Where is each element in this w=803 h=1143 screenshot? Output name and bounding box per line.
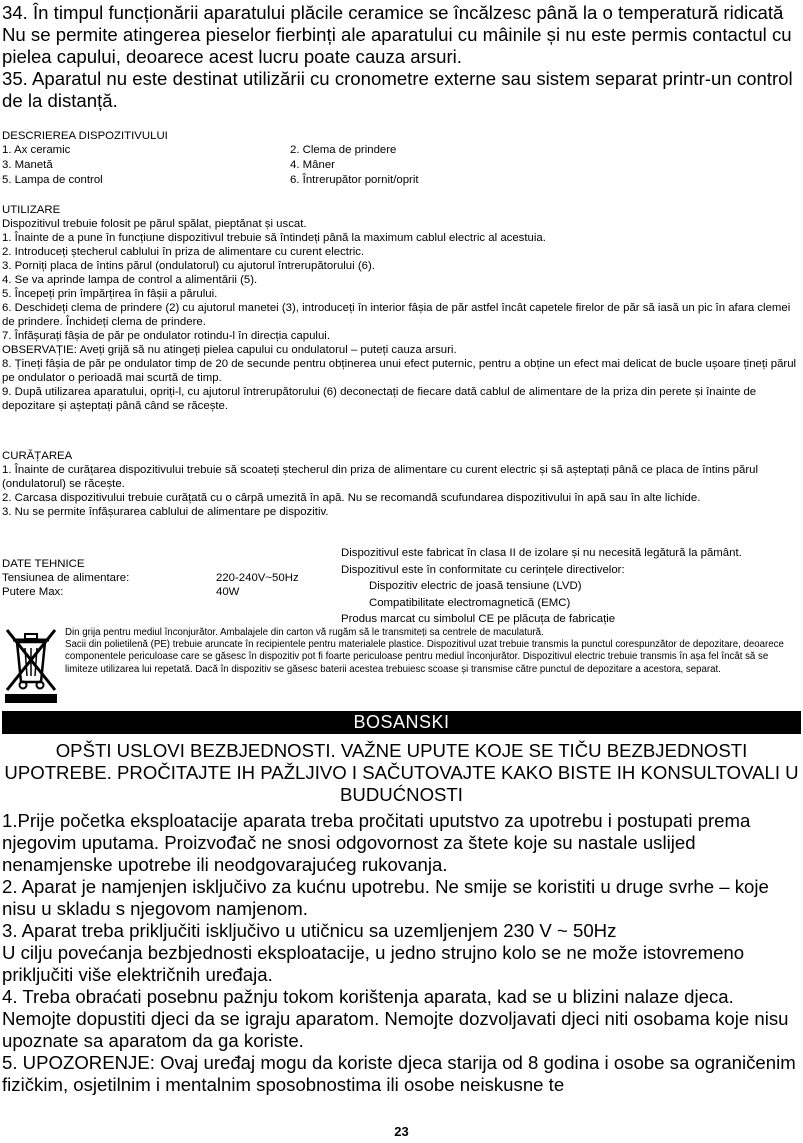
environment-text (65, 627, 800, 676)
tech-value: 40W (216, 586, 240, 598)
bosnian-paragraph: U cilju povećanja bezbjednosti eksploatacije, u jedno strujno kolo se ne može istovremeno priključiti više električnih uređaja. (2, 942, 745, 985)
language-banner: BOSANSKI (2, 711, 801, 734)
usage-line: 5. Începeți prin împărțirea în fâșii a părului. (2, 288, 218, 300)
cleaning-section (2, 449, 802, 519)
conformity-section (341, 545, 801, 628)
environment-line-1: Din grija pentru mediul înconjurător. Ambalajele din carton vă rugăm să le transmiteți sa centrele de maculatură. (65, 627, 544, 638)
tech-label: Tensiunea de alimentare: (2, 572, 130, 584)
usage-section (2, 203, 802, 413)
cleaning-line: 1. Înainte de curățarea dispozitivului trebuie să scoateți ștecherul din priza de alimentare cu curent electric și să așteptați până ce placa de întins părul (ondulatorul) se răcește. (2, 464, 759, 490)
description-item: 6. Întrerupător pornit/oprit (290, 174, 419, 186)
bosnian-paragraph: 3. Aparat treba priključiti isključivo u utičnicu sa uzemljenjem 230 V ~ 50Hz (2, 920, 617, 941)
page-number: 23 (394, 1124, 409, 1139)
weee-crossed-bin-icon (3, 626, 59, 706)
bosnian-paragraph: 4. Treba obraćati posebnu pažnju tokom korištenja aparata, kad se u blizini nalaze djeca. Nemojte dopustiti djeci da se igraju aparatom. Nemojte dozvoljavati djeci niti osobama koje nisu upoznate sa aparatom da ga koriste. (2, 986, 789, 1051)
usage-line: 3. Porniți placa de întins părul (ondulatorul) cu ajutorul întrerupătorului (6). (2, 260, 375, 272)
description-section (2, 129, 802, 188)
usage-line: 2. Introduceți ștecherul cablului în priza de alimentare cu curent electric. (2, 246, 365, 258)
usage-line: 8. Țineți fâșia de păr pe ondulator timp de 20 de secunde pentru obținerea unui efect puternic, pentru a obține un efect mai delicat de bucle ușoare țineți părul pe ondulator o perioadă mai scurtă de timp. (2, 358, 797, 384)
usage-line: OBSERVAȚIE: Aveți grijă să nu atingeți pielea capului cu ondulatorul – puteți cauza arsuri. (2, 344, 457, 356)
description-item: 4. Mâner (290, 159, 335, 171)
tech-title: DATE TEHNICE (2, 558, 85, 570)
conformity-class: Dispozitivul este fabricat în clasa II de izolare și nu necesită legătură la pământ. (341, 547, 742, 559)
note-34: 34. În timpul funcționării aparatului plăcile ceramice se încălzesc până la o temperatură ridicată Nu se permite atingerea pieselor fierbinți ale aparatului cu mâinile și nu este permis contactul cu pielea capului, deoarece acest lucru poate cauza arsuri. (2, 2, 792, 67)
description-item: 3. Manetă (2, 159, 53, 171)
bosnian-paragraph: 1.Prije početka eksploatacije aparata treba pročitati uputstvo za upotrebu i postupati prema njegovim uputama. Proizvođač ne snosi odgovornost za štete koje su nastale uslijed nenamjenske upotrebe ili neodgovarajućeg rukovanja. (2, 810, 751, 875)
conformity-directives: Dispozitivul este în conformitate cu cerințele directivelor: (341, 563, 625, 576)
cleaning-line: 3. Nu se permite înfășurarea cablului de alimentare pe dispozitiv. (2, 506, 329, 518)
conformity-ce: Produs marcat cu simbolul CE pe plăcuța de fabricație (341, 613, 616, 626)
description-item: 2. Clema de prindere (290, 144, 397, 156)
bosnian-paragraph: 5. UPOZORENJE: Ovaj uređaj mogu da koriste djeca starija od 8 godina i osobe sa ograničenim fizičkim, osjetilnim i mentalnim sposobnostima ili osobe neiskusne te (2, 1052, 796, 1095)
description-item: 1. Ax ceramic (2, 144, 71, 156)
tech-value: 220-240V~50Hz (216, 572, 299, 584)
bosnian-headline: OPŠTI USLOVI BEZBJEDNOSTI. VAŽNE UPUTE KOJE SE TIČU BEZBJEDNOSTI UPOTREBE. PROČITAJTE IH PAŽLJIVO I SAČUTOVAJTE KAKO BISTE IH KONSULTOVALI U BUDUĆNOSTI (4, 740, 799, 805)
description-item: 5. Lampa de control (2, 174, 103, 186)
usage-line: 9. După utilizarea aparatului, opriți-l, cu ajutorul întrerupătorului (6) deconectați de fiecare dată cablul de alimentare de la priza din perete și înainte de depozitare și așteptați până când se răcește. (2, 386, 757, 412)
usage-line: 1. Înainte de a pune în funcțiune dispozitivul trebuie să întindeți până la maximum cablul electric al acestuia. (2, 232, 546, 244)
tech-label: Putere Max: (2, 586, 64, 598)
cleaning-title: CURĂȚAREA (2, 450, 73, 462)
conformity-emc: Compatibilitate electromagnetică (EMC) (369, 596, 571, 609)
top-notes (2, 2, 802, 112)
usage-line: 6. Deschideți clema de prindere (2) cu ajutorul manetei (3), introduceți în interior fâșia de păr astfel încât capetele firelor de păr să iasă un pic în afara clemei de prindere. Închideți clema de prindere. (2, 302, 791, 328)
note-35: 35. Aparatul nu este destinat utilizării cu cronometre externe sau sistem separat printr-un control de la distanță. (2, 68, 793, 111)
tech-section (2, 557, 332, 599)
tech-table (2, 571, 332, 599)
conformity-lvd: Dispozitiv electric de joasă tensiune (LVD) (369, 580, 582, 593)
description-title: DESCRIEREA DISPOZITIVULUI (2, 130, 168, 142)
environment-line-2: Sacii din polietilenă (PE) trebuie aruncate în recipientele pentru materialele plastice. Dispozitivul uzat trebuie transmis la punctul corespunzător de depozitare, deoarece componentele periculoase care se găsesc în dispozitiv pot fi foarte periculoase pentru mediul înconjurător. Dispozitivul electric trebuie transmis în așa fel încât să se limiteze utilizarea lui repetată. Dacă în dispozitiv se găsesc baterii acestea trebuiesc scoase și transmise către punctul de depozitare a acestora, separat. (65, 639, 784, 675)
cleaning-line: 2. Carcasa dispozitivului trebuie curățată cu o cârpă umezită în apă. Nu se recomandă scufundarea dispozitivului în apă sau în alte lichide. (2, 492, 701, 504)
usage-title: UTILIZARE (2, 204, 61, 216)
usage-line: 4. Se va aprinde lampa de control a alimentării (5). (2, 274, 258, 286)
usage-line: Dispozitivul trebuie folosit pe părul spălat, pieptănat și uscat. (2, 218, 307, 230)
bosnian-paragraphs (2, 810, 802, 1096)
description-list (2, 143, 802, 188)
bosnian-paragraph: 2. Aparat je namjenjen isključivo za kućnu upotrebu. Ne smije se koristiti u druge svrhe – koje nisu u skladu s njegovom namjenom. (2, 876, 769, 919)
usage-line: 7. Înfășurați fâșia de păr pe ondulator rotindu-l în direcția capului. (2, 330, 330, 342)
